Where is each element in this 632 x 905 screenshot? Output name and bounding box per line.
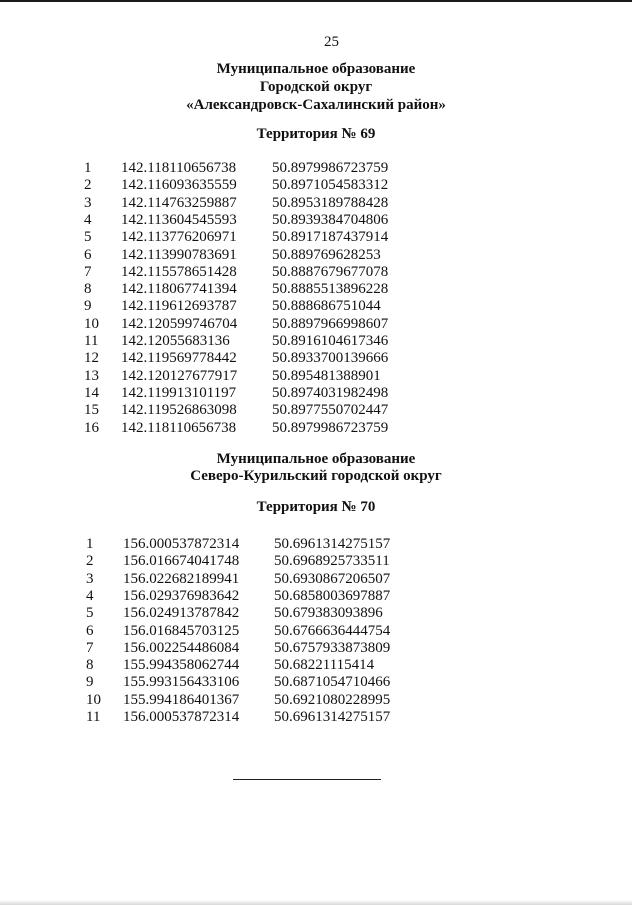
latitude-value: 50.68221115414 [274, 657, 375, 674]
point-number: 6 [84, 246, 92, 263]
longitude-value: 142.119913101197 [121, 384, 237, 401]
municipality-heading-70-line2: Северо-Курильский городской округ [190, 468, 442, 484]
table-row [0, 588, 632, 605]
point-number: 7 [86, 639, 94, 656]
longitude-value: 155.994358062744 [123, 657, 240, 674]
longitude-value: 142.119612693787 [121, 298, 237, 315]
longitude-value: 156.024913787842 [123, 605, 240, 622]
point-number: 7 [84, 263, 92, 280]
table-row [0, 195, 632, 212]
latitude-value: 50.8917187437914 [272, 229, 389, 246]
latitude-value: 50.8897966998607 [272, 315, 389, 332]
point-number: 5 [86, 605, 94, 622]
point-number: 8 [86, 657, 94, 674]
point-number: 2 [86, 553, 94, 570]
table-row [0, 160, 632, 177]
longitude-value: 156.022682189941 [123, 570, 240, 587]
longitude-value: 156.016674041748 [123, 553, 240, 570]
longitude-value: 142.12055683136 [121, 333, 230, 349]
point-number: 3 [86, 570, 94, 587]
longitude-value: 142.118067741394 [121, 281, 237, 298]
point-number: 10 [86, 691, 101, 708]
point-number: 14 [84, 384, 99, 401]
latitude-value: 50.8971054583312 [272, 177, 389, 194]
municipality-heading-70-line1: Муниципальное образование [216, 451, 416, 467]
longitude-value: 156.016845703125 [123, 622, 240, 639]
table-row [0, 368, 632, 385]
longitude-value: 142.114763259887 [121, 194, 237, 211]
table-row [0, 605, 632, 622]
table-row [0, 212, 632, 229]
point-number: 10 [84, 315, 99, 332]
longitude-value: 156.029376983642 [123, 587, 240, 604]
table-row [0, 692, 632, 709]
municipality-heading-69-line2: Городской округ [259, 79, 373, 95]
table-row [0, 571, 632, 588]
table-row [0, 536, 632, 553]
latitude-value: 50.8887679677078 [272, 263, 389, 280]
table-row [0, 402, 632, 419]
table-row [0, 385, 632, 402]
latitude-value: 50.895481388901 [272, 367, 381, 384]
latitude-value: 50.8979986723759 [272, 160, 389, 176]
longitude-value: 142.119569778442 [121, 350, 237, 367]
latitude-value: 50.8953189788428 [272, 194, 389, 211]
scan-bottom-edge [0, 900, 632, 905]
scan-top-border [0, 0, 632, 2]
point-number: 16 [84, 419, 99, 436]
point-number: 1 [84, 160, 92, 176]
table-row [0, 333, 632, 350]
municipality-heading-69-line3: «Александровск-Сахалинский район» [186, 97, 446, 113]
longitude-value: 142.118110656738 [121, 160, 237, 176]
point-number: 1 [86, 536, 94, 552]
point-number: 2 [84, 177, 92, 194]
territory-title-70: Территория № 70 [256, 499, 376, 515]
latitude-value: 50.6858003697887 [274, 587, 391, 604]
longitude-value: 155.994186401367 [123, 691, 240, 708]
table-row [0, 316, 632, 333]
table-row [0, 553, 632, 570]
point-number: 13 [84, 367, 99, 384]
table-row [0, 623, 632, 640]
latitude-value: 50.889769628253 [272, 246, 381, 263]
latitude-value: 50.8885513896228 [272, 281, 389, 298]
latitude-value: 50.6766636444754 [274, 622, 391, 639]
latitude-value: 50.6961314275157 [274, 709, 391, 725]
point-number: 9 [86, 674, 94, 691]
latitude-value: 50.8974031982498 [272, 384, 389, 401]
latitude-value: 50.888686751044 [272, 298, 381, 315]
longitude-value: 142.120599746704 [121, 315, 238, 332]
table-row [0, 657, 632, 674]
latitude-value: 50.6968925733511 [274, 553, 390, 570]
point-number: 4 [86, 587, 94, 604]
latitude-value: 50.6757933873809 [274, 639, 391, 656]
table-row [0, 281, 632, 298]
table-row [0, 420, 632, 437]
latitude-value: 50.6921080228995 [274, 691, 391, 708]
point-number: 11 [84, 333, 99, 349]
latitude-value: 50.8939384704806 [272, 211, 389, 228]
longitude-value: 155.993156433106 [123, 674, 240, 691]
table-row [0, 350, 632, 367]
point-number: 4 [84, 211, 92, 228]
longitude-value: 142.113776206971 [121, 229, 237, 246]
longitude-value: 142.115578651428 [121, 263, 237, 280]
longitude-value: 156.000537872314 [123, 536, 240, 552]
longitude-value: 156.002254486084 [123, 639, 240, 656]
latitude-value: 50.8979986723759 [272, 419, 389, 436]
latitude-value: 50.6871054710466 [274, 674, 391, 691]
table-row [0, 298, 632, 315]
table-row [0, 229, 632, 246]
longitude-value: 142.118110656738 [121, 419, 237, 436]
table-row [0, 709, 632, 726]
longitude-value: 142.120127677917 [121, 367, 238, 384]
municipality-heading-69-line1: Муниципальное образование [216, 61, 416, 77]
latitude-value: 50.8933700139666 [272, 350, 389, 367]
point-number: 12 [84, 350, 99, 367]
point-number: 11 [86, 709, 101, 725]
longitude-value: 142.113990783691 [121, 246, 237, 263]
point-number: 6 [86, 622, 94, 639]
table-row [0, 177, 632, 194]
latitude-value: 50.679383093896 [274, 605, 383, 622]
longitude-value: 142.113604545593 [121, 211, 237, 228]
end-divider-line [233, 779, 381, 780]
page-number: 25 [324, 34, 339, 50]
latitude-value: 50.8916104617346 [272, 333, 389, 349]
table-row [0, 247, 632, 264]
point-number: 5 [84, 229, 92, 246]
territory-title-69: Территория № 69 [256, 126, 376, 142]
table-row [0, 640, 632, 657]
point-number: 8 [84, 281, 92, 298]
longitude-value: 142.116093635559 [121, 177, 237, 194]
latitude-value: 50.8977550702447 [272, 402, 389, 419]
point-number: 15 [84, 402, 99, 419]
table-row [0, 674, 632, 691]
longitude-value: 156.000537872314 [123, 709, 240, 725]
latitude-value: 50.6930867206507 [274, 570, 391, 587]
longitude-value: 142.119526863098 [121, 402, 237, 419]
table-row [0, 264, 632, 281]
point-number: 9 [84, 298, 92, 315]
latitude-value: 50.6961314275157 [274, 536, 391, 552]
point-number: 3 [84, 194, 92, 211]
